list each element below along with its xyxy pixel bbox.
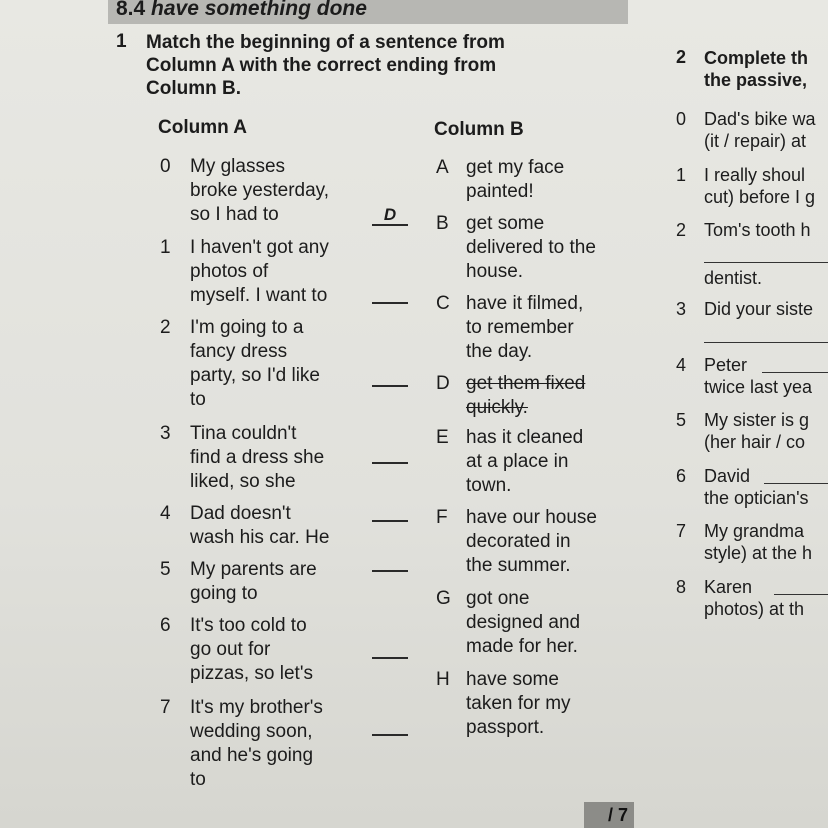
option-line: taken for my [466, 693, 571, 714]
option-letter: F [436, 507, 448, 528]
answer-blank-7[interactable] [372, 734, 408, 736]
option-line: designed and [466, 612, 581, 633]
section-title [116, 0, 367, 21]
instruction-line: the passive, [704, 70, 808, 90]
option-line: the day. [466, 341, 533, 362]
instruction-line: Complete th [704, 48, 809, 68]
item-line: Peter [704, 355, 748, 375]
answer-blank-4[interactable] [372, 520, 408, 522]
item-line: Dad doesn't [190, 503, 291, 524]
option-line: delivered to the [466, 237, 596, 258]
instruction-line: Match the beginning of a sentence from [146, 32, 505, 53]
item-number: 2 [160, 317, 171, 338]
option-line: to remember [466, 317, 574, 338]
item-line: Dad's bike wa [704, 109, 816, 129]
answer-line[interactable] [762, 372, 828, 373]
option-letter: G [436, 588, 451, 609]
option-line: house. [466, 261, 524, 282]
answer-line[interactable] [704, 342, 828, 343]
item-line: liked, so she [190, 471, 296, 492]
item-line: Karen [704, 577, 753, 597]
item-number: 0 [676, 109, 687, 129]
instruction-line: Column A with the correct ending from [146, 55, 497, 76]
item-line: It's too cold to [190, 615, 307, 636]
option-line: quickly. [466, 397, 528, 418]
item-line: photos) at th [704, 599, 805, 619]
item-line: the optician's [704, 488, 809, 508]
item-line: going to [190, 583, 258, 604]
section-name: have something done [151, 0, 367, 20]
answer-line[interactable] [774, 594, 828, 595]
option-letter: A [436, 157, 449, 178]
item-line: to [190, 769, 206, 790]
option-letter: H [436, 669, 450, 690]
item-line: go out for [190, 639, 271, 660]
option-line: has it cleaned [466, 427, 584, 448]
item-line: find a dress she [190, 447, 325, 468]
answer-blank-6[interactable] [372, 657, 408, 659]
item-line: wedding soon, [190, 721, 313, 742]
item-line: I haven't got any [190, 237, 329, 258]
item-number: 2 [676, 220, 687, 240]
item-number: 4 [160, 503, 171, 524]
option-letter: B [436, 213, 449, 234]
answer-blank-3[interactable] [372, 462, 408, 464]
option-line: town. [466, 475, 512, 496]
item-line: twice last yea [704, 377, 813, 397]
item-line: photos of [190, 261, 269, 282]
option-letter: C [436, 293, 450, 314]
option-line: decorated in [466, 531, 571, 552]
item-line: to [190, 389, 206, 410]
item-number: 3 [160, 423, 171, 444]
option-line: have it filmed, [466, 293, 584, 314]
instruction-line: Column B. [146, 78, 241, 99]
item-number: 5 [676, 410, 687, 430]
option-line: get my face [466, 157, 565, 178]
option-line: passport. [466, 717, 545, 738]
exercise-1-instruction [146, 31, 505, 100]
option-letter: D [436, 373, 450, 394]
item-number: 1 [160, 237, 171, 258]
item-line: My glasses [190, 156, 286, 177]
item-line: Did your siste [704, 299, 814, 319]
answer-blank-1[interactable] [372, 302, 408, 304]
item-line: My grandma [704, 521, 805, 541]
item-line: party, so I'd like [190, 365, 320, 386]
item-line: Tina couldn't [190, 423, 297, 444]
item-number: 8 [676, 577, 687, 597]
crossed-out-option [466, 372, 585, 420]
option-line: got one [466, 588, 530, 609]
item-number: 6 [676, 466, 687, 486]
item-line: It's my brother's [190, 697, 323, 718]
item-line: broke yesterday, [190, 180, 330, 201]
option-line: the summer. [466, 555, 571, 576]
item-line: cut) before I g [704, 187, 816, 207]
column-b-heading: Column B [434, 119, 524, 140]
item-line: My sister is g [704, 410, 810, 430]
answer-blank-2[interactable] [372, 385, 408, 387]
option-line: painted! [466, 181, 534, 202]
item-number: 7 [676, 521, 687, 541]
item-line: (her hair / co [704, 432, 806, 452]
option-line: have our house [466, 507, 597, 528]
item-number: 7 [160, 697, 171, 718]
exercise-1-number: 1 [116, 31, 127, 52]
item-number: 3 [676, 299, 687, 319]
item-line: (it / repair) at [704, 131, 807, 151]
item-number: 5 [160, 559, 171, 580]
item-line: style) at the h [704, 543, 813, 563]
exercise-2-instruction [704, 47, 808, 91]
answer-blank-5[interactable] [372, 570, 408, 572]
item-number: 0 [160, 156, 171, 177]
option-line: at a place in [466, 451, 569, 472]
exercise-2-number: 2 [676, 47, 687, 67]
item-line: pizzas, so let's [190, 663, 313, 684]
answer-blank-0[interactable]: D [372, 206, 408, 226]
option-letter: E [436, 427, 449, 448]
item-line: and he's going [190, 745, 314, 766]
option-line: get some [466, 213, 545, 234]
section-number: 8.4 [116, 0, 146, 20]
item-line: so I had to [190, 204, 279, 225]
item-line: My parents are [190, 559, 317, 580]
item-number: 4 [676, 355, 687, 375]
item-line: myself. I want to [190, 285, 328, 306]
item-line: wash his car. He [190, 527, 330, 548]
item-line: fancy dress [190, 341, 288, 362]
item-line: I really shoul [704, 165, 806, 185]
option-line: have some [466, 669, 559, 690]
item-line: I'm going to a [190, 317, 304, 338]
item-line: David [704, 466, 751, 486]
score-box: / 7 [584, 802, 634, 828]
item-number: 1 [676, 165, 687, 185]
option-line: get them fixed [466, 373, 586, 394]
option-line: made for her. [466, 636, 578, 657]
answer-line[interactable] [764, 483, 828, 484]
item-continuation: dentist. [704, 268, 763, 288]
item-line: Tom's tooth h [704, 220, 811, 240]
column-a-heading: Column A [158, 117, 248, 138]
item-number: 6 [160, 615, 171, 636]
answer-line[interactable] [704, 262, 828, 263]
